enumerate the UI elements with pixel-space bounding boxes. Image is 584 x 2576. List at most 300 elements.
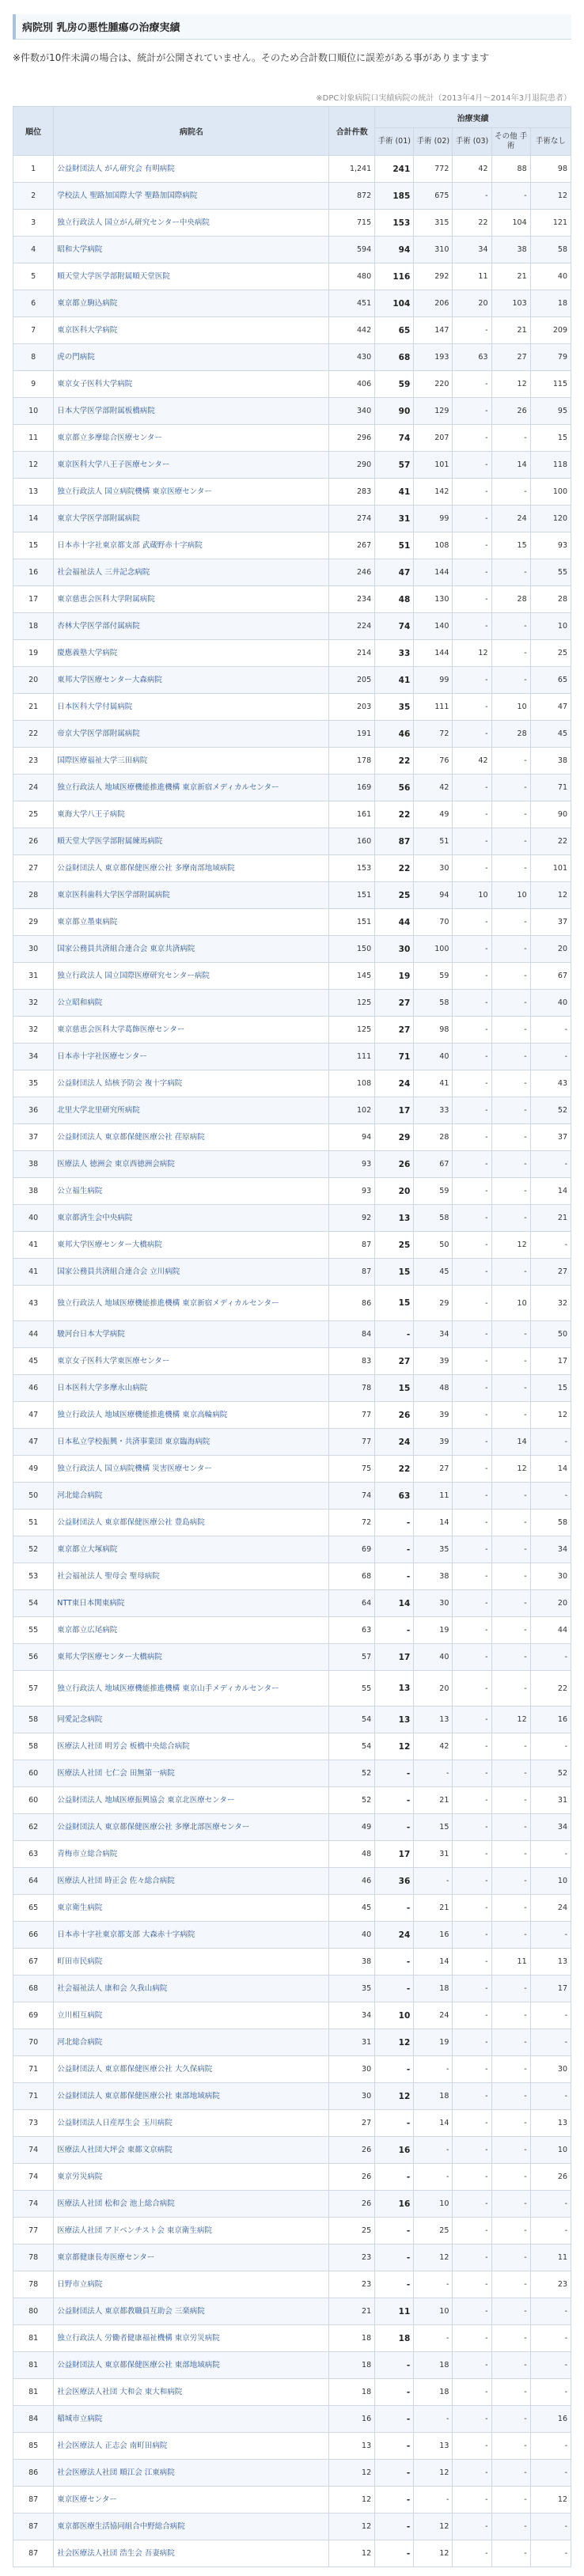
total-count-cell: 26 [329,2137,375,2164]
rank-cell: 47 [13,1429,54,1456]
hospital-name-cell[interactable]: NTT東日本関東病院 [54,1590,329,1617]
no-surgery-cell: 32 [530,1286,571,1321]
hospital-name-cell[interactable]: 稲城市立病院 [54,2406,329,2433]
rank-cell: 31 [13,963,54,990]
hospital-name-cell[interactable]: 東邦大学医療センター大森病院 [54,667,329,694]
no-surgery-cell: - [530,1429,571,1456]
hospital-name-cell[interactable]: 日本赤十字社東京都支部 大森赤十字病院 [54,1922,329,1949]
hospital-name-cell[interactable]: 公益財団法人 東京都保健医療公社 荏原病院 [54,1124,329,1151]
no-surgery-cell: - [530,2002,571,2029]
surgery-01-cell: 116 [375,263,414,290]
hospital-name-cell[interactable]: 昭和大学病院 [54,237,329,263]
surgery-03-cell: - [453,2406,491,2433]
no-surgery-cell: 90 [530,801,571,828]
surgery-01-cell: 41 [375,479,414,506]
hospital-name-cell[interactable]: 東京都立駒込病院 [54,290,329,317]
hospital-name-cell[interactable]: 東京都立大塚病院 [54,1536,329,1563]
hospital-name-cell[interactable]: 独立行政法人 労働者健康福祉機構 東京労災病院 [54,2325,329,2352]
hospital-name-cell[interactable]: 東京大学医学部附属病院 [54,506,329,532]
surgery-02-cell: 11 [414,1483,453,1510]
no-surgery-cell: 65 [530,667,571,694]
other-surgery-cell: - [491,963,530,990]
surgery-03-cell: - [453,2298,491,2325]
surgery-01-cell: 24 [375,1070,414,1097]
surgery-02-cell: 14 [414,1949,453,1976]
hospital-name-cell[interactable]: 公立昭和病院 [54,990,329,1017]
other-surgery-cell: - [491,2513,530,2540]
hospital-name-cell[interactable]: 東京衛生病院 [54,1895,329,1922]
total-count-cell: 63 [329,1617,375,1644]
surgery-01-cell: - [375,1787,414,1814]
other-surgery-cell: 21 [491,317,530,344]
surgery-01-cell: - [375,2460,414,2487]
other-surgery-cell: - [491,855,530,882]
table-row [13,640,571,667]
surgery-01-cell: 12 [375,2083,414,2110]
hospital-name-cell[interactable]: 公益財団法人 東京都保健医療公社 豊島病院 [54,1510,329,1536]
surgery-02-cell: 28 [414,1124,453,1151]
total-count-cell: 160 [329,828,375,855]
rank-cell: 70 [13,2029,54,2056]
table-row [13,2245,571,2271]
hospital-name-cell[interactable]: 医療法人社団 七仁会 田無第一病院 [54,1760,329,1787]
no-surgery-cell: 93 [530,532,571,559]
hospital-name-cell[interactable]: 社会医療法人 正志会 南町田病院 [54,2433,329,2460]
hospital-name-cell[interactable]: 国際医療福祉大学三田病院 [54,748,329,775]
surgery-01-cell: - [375,2379,414,2406]
no-surgery-cell: - [530,2218,571,2245]
no-surgery-cell: - [530,2352,571,2379]
hospital-name-cell[interactable]: 公益財団法人 東京都保健医療公社 多摩北部医療センター [54,1814,329,1841]
table-row [13,2433,571,2460]
rank-cell: 44 [13,1321,54,1348]
surgery-03-cell: - [453,2540,491,2567]
surgery-02-cell: 35 [414,1536,453,1563]
rank-cell: 12 [13,452,54,479]
table-row [13,1259,571,1286]
no-surgery-cell: - [530,2083,571,2110]
surgery-01-cell: 15 [375,1375,414,1402]
rank-cell: 11 [13,425,54,452]
other-surgery-cell: - [491,2083,530,2110]
surgery-03-cell: - [453,2460,491,2487]
table-row [13,2325,571,2352]
hospital-name-cell[interactable]: 慶應義塾大学病院 [54,640,329,667]
surgery-01-cell: 11 [375,2298,414,2325]
total-count-cell: 84 [329,1321,375,1348]
hospital-name-cell[interactable]: 東京女子医科大学病院 [54,371,329,398]
hospital-name-cell[interactable]: 東京医療センター [54,2487,329,2513]
surgery-02-cell: 27 [414,1456,453,1483]
table-row [13,1949,571,1976]
hospital-name-cell[interactable]: 公益財団法人 東京都保健医療公社 大久保病院 [54,2056,329,2083]
surgery-03-cell: - [453,425,491,452]
hospital-name-cell[interactable]: 東京医科歯科大学医学部附属病院 [54,882,329,909]
rank-cell: 74 [13,2191,54,2218]
hospital-name-cell[interactable]: 医療法人 徳洲会 東京西徳洲会病院 [54,1151,329,1178]
hospital-name-cell[interactable]: 帝京大学医学部附属病院 [54,721,329,748]
surgery-02-cell: 10 [414,2191,453,2218]
hospital-name-cell[interactable]: 独立行政法人 地域医療機能推進機構 東京高輪病院 [54,1402,329,1429]
hospital-name-cell[interactable]: 町田市民病院 [54,1949,329,1976]
surgery-03-cell: - [453,2083,491,2110]
table-row [13,1922,571,1949]
no-surgery-cell: 118 [530,452,571,479]
hospital-name-cell[interactable]: 河北総合病院 [54,1483,329,1510]
hospital-name-cell[interactable]: 国家公務員共済組合連合会 立川病院 [54,1259,329,1286]
other-surgery-cell: - [491,1321,530,1348]
table-row [13,990,571,1017]
surgery-03-cell: - [453,479,491,506]
hospital-name-cell[interactable]: 東京労災病院 [54,2164,329,2191]
surgery-02-cell: 18 [414,2083,453,2110]
total-count-cell: 87 [329,1232,375,1259]
total-count-cell: 442 [329,317,375,344]
other-surgery-cell: - [491,2029,530,2056]
total-count-cell: 13 [329,2433,375,2460]
hospital-name-cell[interactable]: 国家公務員共済組合連合会 東京共済病院 [54,936,329,963]
total-count-cell: 23 [329,2271,375,2298]
total-count-cell: 48 [329,1841,375,1868]
rank-cell: 14 [13,506,54,532]
hospital-name-cell[interactable]: 医療法人社団 明芳会 板橋中央総合病院 [54,1733,329,1760]
hospital-name-cell[interactable]: 東京慈恵会医科大学附属病院 [54,586,329,613]
hospital-name-cell[interactable]: 独立行政法人 地域医療機能推進機構 東京新宿メディカルセンター [54,775,329,801]
surgery-02-cell: 94 [414,882,453,909]
surgery-03-cell: - [453,1017,491,1044]
hospital-name-cell[interactable]: 同愛記念病院 [54,1707,329,1733]
total-count-cell: 74 [329,1483,375,1510]
rank-cell: 21 [13,694,54,721]
surgery-01-cell: 22 [375,855,414,882]
surgery-01-cell: 241 [375,156,414,183]
other-surgery-cell: - [491,2110,530,2137]
hospital-name-cell[interactable]: 東京都医療生活協同組合中野総合病院 [54,2513,329,2540]
table-row [13,1232,571,1259]
other-surgery-cell: - [491,479,530,506]
hospital-name-cell[interactable]: 社会医療法人社団 大和会 東大和病院 [54,2379,329,2406]
other-surgery-cell: 21 [491,263,530,290]
total-count-cell: 57 [329,1644,375,1671]
hospital-name-cell[interactable]: 東邦大学医療センター大橋病院 [54,1644,329,1671]
other-surgery-cell: - [491,828,530,855]
hospital-name-cell[interactable]: 社会医療法人社団 浩生会 吾妻病院 [54,2540,329,2567]
other-surgery-cell: - [491,640,530,667]
total-count-cell: 290 [329,452,375,479]
table-row [13,882,571,909]
hospital-name-cell[interactable]: 医療法人社団大坪会 東都文京病院 [54,2137,329,2164]
table-row [13,2298,571,2325]
other-surgery-cell: - [491,2379,530,2406]
other-surgery-cell: 28 [491,586,530,613]
total-count-cell: 340 [329,398,375,425]
surgery-02-cell: 129 [414,398,453,425]
surgery-01-cell: - [375,2245,414,2271]
rank-cell: 78 [13,2271,54,2298]
hospital-name-cell[interactable]: 独立行政法人 国立病院機構 東京医療センター [54,479,329,506]
surgery-01-cell: - [375,2164,414,2191]
rank-cell: 17 [13,586,54,613]
hospital-name-cell[interactable]: 東邦大学医療センター大橋病院 [54,1232,329,1259]
hospital-name-cell[interactable]: 公益財団法人 東京都保健医療公社 多摩南部地域病院 [54,855,329,882]
surgery-03-cell: - [453,2029,491,2056]
rank-cell: 64 [13,1868,54,1895]
surgery-03-cell: - [453,586,491,613]
surgery-03-cell: - [453,963,491,990]
surgery-01-cell: - [375,1949,414,1976]
hospital-name-cell[interactable]: 公立福生病院 [54,1178,329,1205]
surgery-03-cell: - [453,1483,491,1510]
surgery-03-cell: - [453,1402,491,1429]
surgery-02-cell: - [414,2271,453,2298]
total-count-cell: 480 [329,263,375,290]
rank-cell: 81 [13,2352,54,2379]
no-surgery-cell: 12 [530,1402,571,1429]
surgery-02-cell: 13 [414,2433,453,2460]
surgery-02-cell: 130 [414,586,453,613]
surgery-02-cell: 39 [414,1429,453,1456]
table-row [13,344,571,371]
hospital-name-cell[interactable]: 学校法人 聖路加国際大学 聖路加国際病院 [54,183,329,210]
no-surgery-cell: - [530,2513,571,2540]
surgery-02-cell: 67 [414,1151,453,1178]
hospital-name-cell[interactable]: 日本私立学校振興・共済事業団 東京臨海病院 [54,1429,329,1456]
rank-cell: 58 [13,1707,54,1733]
other-surgery-cell: 12 [491,371,530,398]
hospital-name-cell[interactable]: 東海大学八王子病院 [54,801,329,828]
hospital-name-cell[interactable]: 公益財団法人 地域医療振興協会 東京北医療センター [54,1787,329,1814]
rank-cell: 60 [13,1760,54,1787]
surgery-01-cell: 74 [375,425,414,452]
total-count-cell: 108 [329,1070,375,1097]
rank-cell: 1 [13,156,54,183]
table-row [13,1590,571,1617]
total-count-cell: 26 [329,2164,375,2191]
total-count-cell: 26 [329,2191,375,2218]
rank-cell: 71 [13,2056,54,2083]
no-surgery-cell: - [530,1151,571,1178]
other-surgery-cell: - [491,425,530,452]
other-surgery-cell: - [491,559,530,586]
hospital-name-cell[interactable]: 医療法人社団 アドベンチスト会 東京衛生病院 [54,2218,329,2245]
total-count-cell: 203 [329,694,375,721]
hospital-ranking-table [13,106,571,2567]
hospital-name-cell[interactable]: 河北総合病院 [54,2029,329,2056]
hospital-name-cell[interactable]: 日本医科大学多摩永山病院 [54,1375,329,1402]
no-surgery-cell: - [530,1017,571,1044]
total-count-cell: 191 [329,721,375,748]
hospital-name-cell[interactable]: 独立行政法人 地域医療機能推進機構 東京新宿メディカルセンター [54,1286,329,1321]
hospital-name-cell[interactable]: 東京慈恵会医科大学葛飾医療センター [54,1017,329,1044]
surgery-02-cell: 140 [414,613,453,640]
rank-cell: 87 [13,2540,54,2567]
surgery-03-cell: - [453,1760,491,1787]
rank-cell: 28 [13,882,54,909]
surgery-02-cell: 99 [414,667,453,694]
total-count-cell: 153 [329,855,375,882]
total-count-cell: 78 [329,1375,375,1402]
header-surgery-01: 手術 (01) [375,128,414,156]
rank-cell: 74 [13,2164,54,2191]
hospital-name-cell[interactable]: 公益財団法人 東京都保健医療公社 東部地域病院 [54,2083,329,2110]
surgery-02-cell: 220 [414,371,453,398]
hospital-name-cell[interactable]: 公益財団法人 東京都保健医療公社 東部地域病院 [54,2352,329,2379]
hospital-name-cell[interactable]: 独立行政法人 地域医療機能推進機構 東京山手メディカルセンター [54,1671,329,1707]
surgery-03-cell: - [453,506,491,532]
surgery-02-cell: 76 [414,748,453,775]
surgery-02-cell: 48 [414,1375,453,1402]
hospital-name-cell[interactable]: 立川相互病院 [54,2002,329,2029]
hospital-name-cell[interactable]: 日本赤十字社医療センター [54,1044,329,1070]
rank-cell: 87 [13,2487,54,2513]
table-row [13,801,571,828]
no-surgery-cell: 30 [530,1563,571,1590]
other-surgery-cell: 103 [491,290,530,317]
hospital-name-cell[interactable]: 社会福祉法人 聖母会 聖母病院 [54,1563,329,1590]
surgery-01-cell: - [375,2056,414,2083]
table-row [13,479,571,506]
hospital-name-cell[interactable]: 順天堂大学医学部附属練馬病院 [54,828,329,855]
total-count-cell: 34 [329,2002,375,2029]
surgery-02-cell: 18 [414,2379,453,2406]
rank-cell: 37 [13,1124,54,1151]
rank-cell: 52 [13,1536,54,1563]
no-surgery-cell: 71 [530,775,571,801]
hospital-name-cell[interactable]: 順天堂大学医学部附属順天堂医院 [54,263,329,290]
hospital-name-cell[interactable]: 社会福祉法人 康和会 久我山病院 [54,1976,329,2002]
surgery-02-cell: 34 [414,1321,453,1348]
total-count-cell: 40 [329,1922,375,1949]
total-count-cell: 169 [329,775,375,801]
table-row [13,2352,571,2379]
hospital-name-cell[interactable]: 駿河台日本大学病院 [54,1321,329,1348]
hospital-name-cell[interactable]: 北里大学北里研究所病院 [54,1097,329,1124]
hospital-name-cell[interactable]: 東京都立墨東病院 [54,909,329,936]
surgery-02-cell: 30 [414,1590,453,1617]
no-surgery-cell: 38 [530,748,571,775]
surgery-01-cell: 47 [375,559,414,586]
hospital-name-cell[interactable]: 杏林大学医学部付属病院 [54,613,329,640]
surgery-01-cell: 65 [375,317,414,344]
surgery-02-cell: 24 [414,2002,453,2029]
surgery-01-cell: 15 [375,1259,414,1286]
surgery-02-cell: - [414,2325,453,2352]
no-surgery-cell: 120 [530,506,571,532]
hospital-name-cell[interactable]: 東京都立広尾病院 [54,1617,329,1644]
table-row [13,559,571,586]
rank-cell: 46 [13,1375,54,1402]
hospital-name-cell[interactable]: 東京都済生会中央病院 [54,1205,329,1232]
surgery-01-cell: - [375,2406,414,2433]
hospital-name-cell[interactable]: 独立行政法人 国立がん研究センター中央病院 [54,210,329,237]
rank-cell: 80 [13,2298,54,2325]
no-surgery-cell: 58 [530,237,571,263]
hospital-name-cell[interactable]: 公益財団法人 がん研究会 有明病院 [54,156,329,183]
hospital-name-cell[interactable]: 青梅市立総合病院 [54,1841,329,1868]
table-row [13,667,571,694]
surgery-02-cell: 41 [414,1070,453,1097]
hospital-name-cell[interactable]: 虎の門病院 [54,344,329,371]
total-count-cell: 23 [329,2245,375,2271]
no-surgery-cell: 12 [530,882,571,909]
total-count-cell: 111 [329,1044,375,1070]
surgery-02-cell: 33 [414,1097,453,1124]
table-row [13,1044,571,1070]
surgery-02-cell: 144 [414,640,453,667]
surgery-03-cell: 42 [453,748,491,775]
other-surgery-cell: - [491,613,530,640]
hospital-name-cell[interactable]: 東京女子医科大学東医療センター [54,1348,329,1375]
surgery-01-cell: - [375,2110,414,2137]
table-row [13,1321,571,1348]
surgery-01-cell: 27 [375,990,414,1017]
rank-cell: 84 [13,2406,54,2433]
hospital-name-cell[interactable]: 社会医療法人社団 順江会 江東病院 [54,2460,329,2487]
hospital-name-cell[interactable]: 東京医科大学病院 [54,317,329,344]
other-surgery-cell: - [491,2245,530,2271]
hospital-name-cell[interactable]: 日野市立病院 [54,2271,329,2298]
surgery-02-cell: 12 [414,2460,453,2487]
hospital-name-cell[interactable]: 独立行政法人 国立病院機構 災害医療センター [54,1456,329,1483]
hospital-name-cell[interactable]: 医療法人社団 松和会 池上総合病院 [54,2191,329,2218]
surgery-01-cell: 22 [375,1456,414,1483]
surgery-02-cell: 59 [414,963,453,990]
surgery-03-cell: - [453,532,491,559]
table-row [13,586,571,613]
surgery-03-cell: - [453,990,491,1017]
surgery-03-cell: - [453,1321,491,1348]
surgery-03-cell: - [453,1787,491,1814]
hospital-name-cell[interactable]: 東京都健康長寿医療センター [54,2245,329,2271]
table-row [13,156,571,183]
no-surgery-cell: 79 [530,344,571,371]
hospital-name-cell[interactable]: 医療法人社団 時正会 佐々総合病院 [54,1868,329,1895]
header-rank: 順位 [13,107,54,156]
hospital-name-cell[interactable]: 日本赤十字社東京都支部 武蔵野赤十字病院 [54,532,329,559]
surgery-03-cell: - [453,2056,491,2083]
hospital-name-cell[interactable]: 公益財団法人 結核予防会 複十字病院 [54,1070,329,1097]
surgery-01-cell: 22 [375,801,414,828]
hospital-name-cell[interactable]: 社会福祉法人 三井記念病院 [54,559,329,586]
other-surgery-cell: - [491,2137,530,2164]
table-row [13,1841,571,1868]
hospital-name-cell[interactable]: 独立行政法人 国立国際医療研究センター病院 [54,963,329,990]
no-surgery-cell: - [530,1644,571,1671]
total-count-cell: 161 [329,801,375,828]
hospital-name-cell[interactable]: 東京都立多摩総合医療センター [54,425,329,452]
total-count-cell: 21 [329,2298,375,2325]
total-count-cell: 205 [329,667,375,694]
total-count-cell: 55 [329,1671,375,1707]
hospital-name-cell[interactable]: 公益財団法人日産厚生会 玉川病院 [54,2110,329,2137]
no-surgery-cell: - [530,1733,571,1760]
no-surgery-cell: - [530,1841,571,1868]
total-count-cell: 12 [329,2540,375,2567]
hospital-name-cell[interactable]: 公益財団法人 東京都教職員互助会 三楽病院 [54,2298,329,2325]
surgery-01-cell: 87 [375,828,414,855]
rank-cell: 13 [13,479,54,506]
hospital-name-cell[interactable]: 東京医科大学八王子医療センター [54,452,329,479]
hospital-name-cell[interactable]: 日本医科大学付属病院 [54,694,329,721]
no-surgery-cell: 55 [530,559,571,586]
total-count-cell: 178 [329,748,375,775]
surgery-01-cell: 68 [375,344,414,371]
surgery-02-cell: 19 [414,1617,453,1644]
surgery-01-cell: 56 [375,775,414,801]
rank-cell: 15 [13,532,54,559]
hospital-name-cell[interactable]: 日本大学医学部附属板橋病院 [54,398,329,425]
table-row [13,1787,571,1814]
